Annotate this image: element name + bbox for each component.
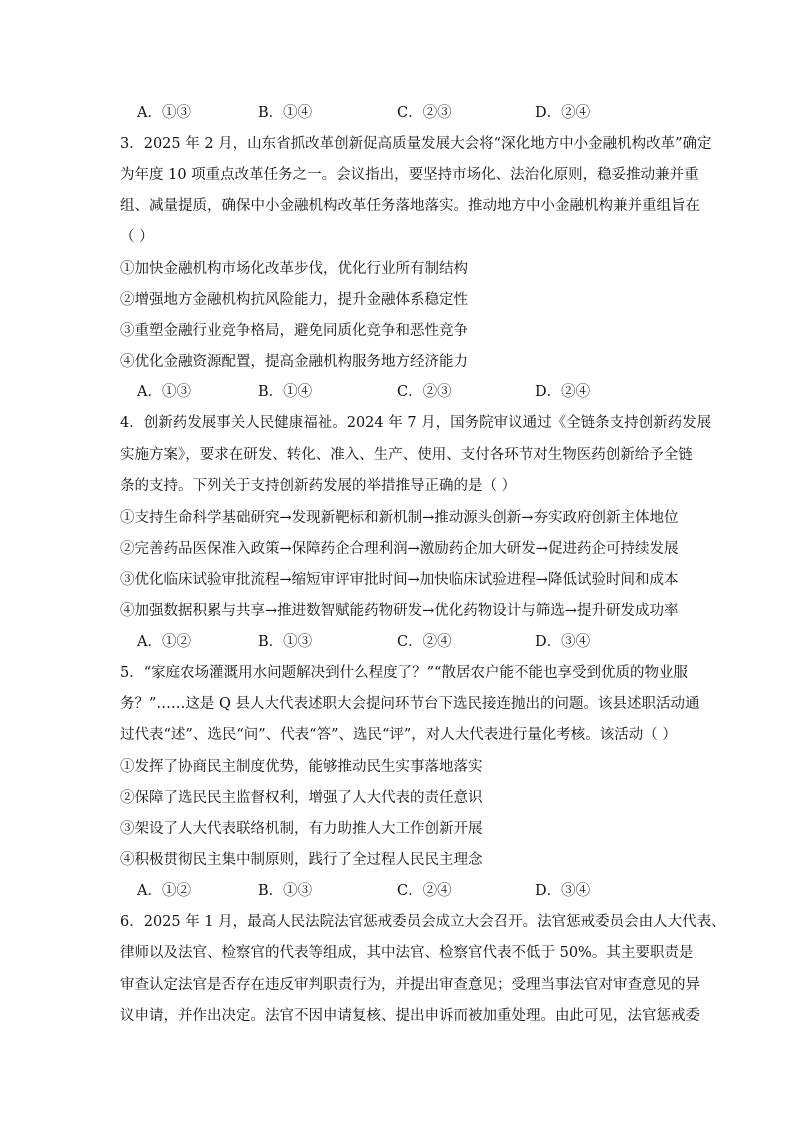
- q6-stem-line-2: 律师以及法官、检察官的代表等组成，其中法官、检察官代表不低于 50%。其主要职责是: [120, 945, 694, 961]
- q3-item-3: ③重塑金融行业竞争格局，避免同质化竞争和恶性竞争: [120, 323, 468, 339]
- option-d[interactable]: D．②④: [535, 105, 591, 121]
- q5-item-2: ②保障了选民民主监督权利，增强了人大代表的责任意识: [120, 790, 483, 806]
- q5-stem-line-3: 过代表“述”、选民“问”、代表“答”、选民“评”，对人大代表进行量化考核。该活动（ ）: [120, 727, 677, 743]
- q5-option-b[interactable]: B．①③: [258, 883, 313, 899]
- q5-option-a[interactable]: A．①②: [137, 883, 191, 899]
- q5-stem-line-2: 务？”……这是 Q 县人大代表述职大会提问环节台下选民接连抛出的问题。该县述职活动通: [120, 696, 700, 712]
- q4-item-1: ①支持生命科学基础研究→发现新靶标和新机制→推动源头创新→夯实政府创新主体地位: [120, 510, 679, 526]
- q6-stem-line-3: 审查认定法官是否存在违反审判职责行为，并提出审查意见；受理当事法官对审查意见的异: [120, 977, 700, 993]
- q4-stem-line-1: 4．创新药发展事关人民健康福祉。2024 年 7 月，国务院审议通过《全链条支持创新药发展: [120, 415, 712, 431]
- q4-option-d[interactable]: D．③④: [535, 634, 591, 650]
- q3-option-b[interactable]: B．①④: [258, 384, 313, 400]
- q4-item-2: ②完善药品医保准入政策→保障药企合理利润→激励药企加大研发→促进药企可持续发展: [120, 541, 679, 557]
- q4-option-c[interactable]: C．②④: [397, 634, 452, 650]
- q5-item-4: ④积极贯彻民主集中制原则，践行了全过程人民民主理念: [120, 852, 483, 868]
- q3-item-2: ②增强地方金融机构抗风险能力，提升金融体系稳定性: [120, 292, 468, 308]
- q3-option-a[interactable]: A．①③: [137, 384, 191, 400]
- option-a[interactable]: A．①③: [137, 105, 191, 121]
- q3-option-c[interactable]: C．②③: [397, 384, 452, 400]
- q3-stem-line-2: 为年度 10 项重点改革任务之一。会议指出，要坚持市场化、法治化原则，稳妥推动兼并重: [120, 167, 699, 183]
- q4-stem-line-2: 实施方案》，要求在研发、转化、准入、生产、使用、支付各环节对生物医药创新给予全链: [120, 447, 693, 463]
- q4-option-a[interactable]: A．①②: [137, 634, 191, 650]
- q5-item-3: ③架设了人大代表联络机制，有力助推人大工作创新开展: [120, 821, 483, 837]
- q3-stem-line-4: （ ）: [120, 229, 154, 245]
- q6-stem-line-4: 议申请，并作出决定。法官不因申请复核、提出申诉而被加重处理。由此可见，法官惩戒委: [120, 1008, 700, 1024]
- q4-item-4: ④加强数据积累与共享→推进数智赋能药物研发→优化药物设计与筛选→提升研发成功率: [120, 603, 679, 619]
- q4-option-b[interactable]: B．①③: [258, 634, 313, 650]
- q5-item-1: ①发挥了协商民主制度优势，能够推动民生实事落地落实: [120, 759, 483, 775]
- q3-option-d[interactable]: D．②④: [535, 384, 591, 400]
- q5-options-row: [137, 881, 657, 901]
- q5-stem-line-1: 5．“家庭农场灌溉用水问题解决到什么程度了？”“散居农户能不能也享受到优质的物业服: [120, 665, 688, 681]
- q4-options-row: [137, 632, 657, 652]
- option-c[interactable]: C．②③: [397, 105, 452, 121]
- option-b[interactable]: B．①④: [258, 105, 313, 121]
- q3-options-row: [137, 382, 657, 402]
- q3-item-4: ④优化金融资源配置，提高金融机构服务地方经济能力: [120, 354, 468, 370]
- q6-stem-line-1: 6．2025 年 1 月，最高人民法院法官惩戒委员会成立大会召开。法官惩戒委员会由人大代表、: [120, 914, 726, 930]
- q3-stem-line-1: 3．2025 年 2 月，山东省抓改革创新促高质量发展大会将“深化地方中小金融机构改革”确定: [120, 136, 712, 152]
- q5-option-c[interactable]: C．②④: [397, 883, 452, 899]
- q4-stem-line-3: 条的支持。下列关于支持创新药发展的举措推导正确的是（ ）: [120, 478, 517, 494]
- q3-stem-line-3: 组、减量提质，确保中小金融机构改革任务落地落实。推动地方中小金融机构兼并重组旨在: [120, 198, 700, 214]
- options-row-prev: [137, 103, 657, 123]
- q4-item-3: ③优化临床试验审批流程→缩短审评审批时间→加快临床试验进程→降低试验时间和成本: [120, 572, 679, 588]
- q5-option-d[interactable]: D．③④: [535, 883, 591, 899]
- q3-item-1: ①加快金融机构市场化改革步伐，优化行业所有制结构: [120, 261, 468, 277]
